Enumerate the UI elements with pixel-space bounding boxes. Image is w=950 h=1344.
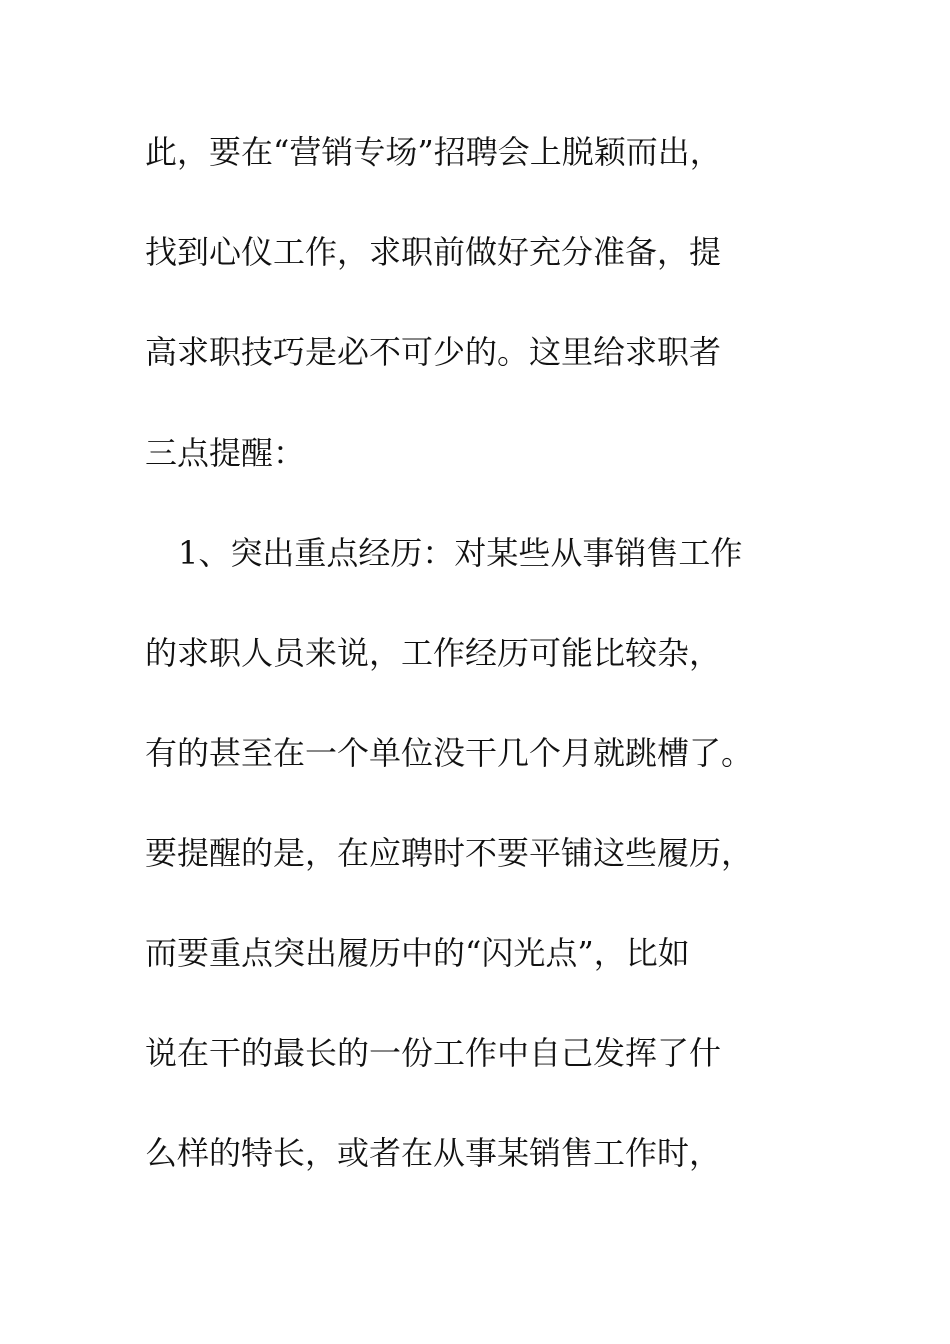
list-item-1-line-6: 说在干的最长的一份工作中自己发挥了什 <box>145 1034 722 1072</box>
list-item-1-line-2: 的求职人员来说，工作经历可能比较杂， <box>145 634 722 672</box>
paragraph-line-1: 此，要在“营销专场”招聘会上脱颖而出， <box>145 133 722 171</box>
paragraph-line-4: 三点提醒： <box>145 434 306 472</box>
list-item-1-line-7: 么样的特长，或者在从事某销售工作时， <box>145 1134 722 1172</box>
paragraph-line-3: 高求职技巧是必不可少的。这里给求职者 <box>145 333 722 371</box>
paragraph-line-2: 找到心仪工作，求职前做好充分准备，提 <box>145 233 722 271</box>
list-item-1-line-5: 而要重点突出履历中的“闪光点”，比如 <box>145 934 690 972</box>
list-item-1-line-4: 要提醒的是，在应聘时不要平铺这些履历， <box>145 834 754 872</box>
list-item-1-line-3: 有的甚至在一个单位没干几个月就跳槽了。 <box>145 734 754 772</box>
list-item-1-line-1: 1、突出重点经历：对某些从事销售工作 <box>178 534 743 572</box>
